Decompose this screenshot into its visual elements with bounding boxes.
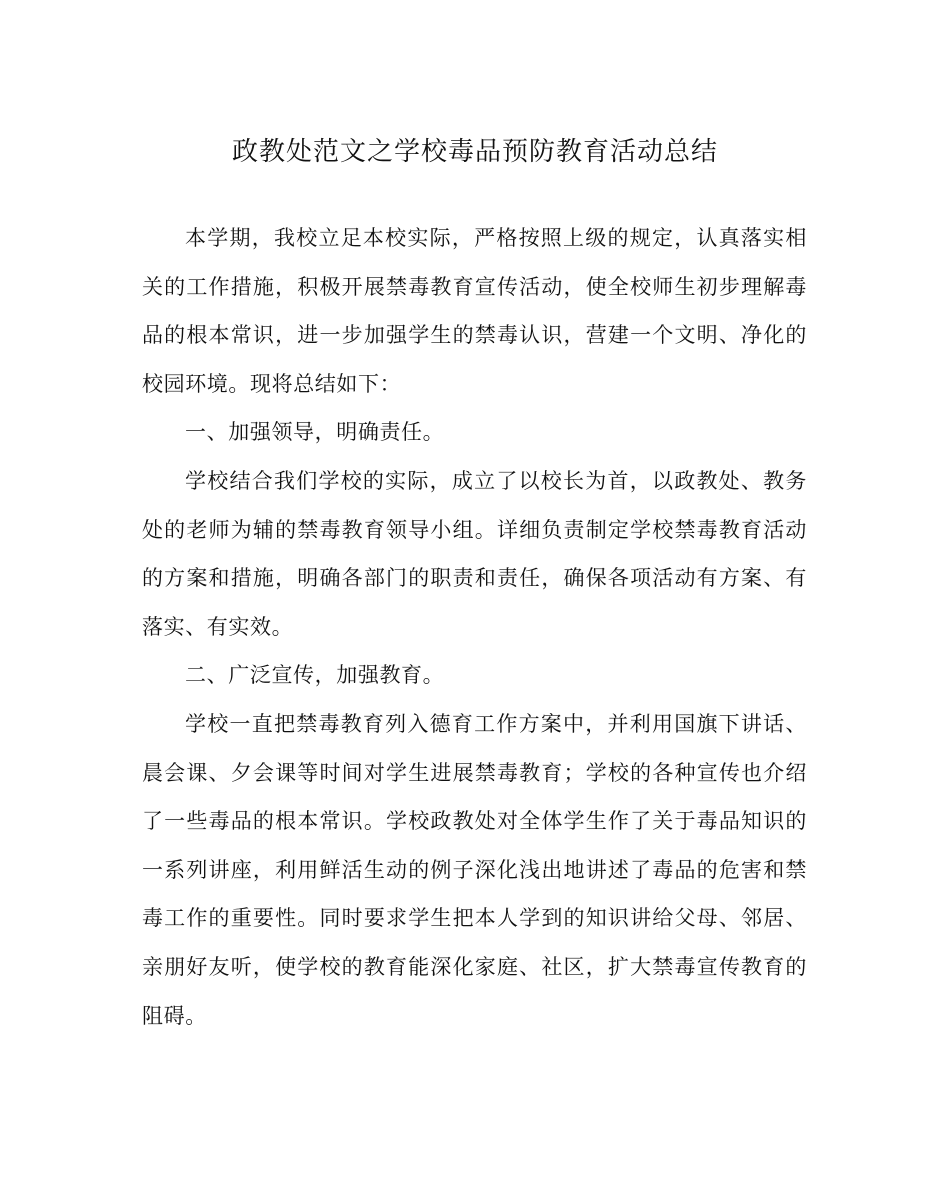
paragraph-publicity: 学校一直把禁毒教育列入德育工作方案中，并利用国旗下讲话、晨会课、夕会课等时间对学生进展禁毒教育；学校的各种宣传也介绍了一些毒品的根本常识。学校政教处对全体学生作了关于毒品知识的一系列讲座，利用鲜活生动的例子深化浅出地讲述了毒品的危害和禁毒工作的重要性。同时要求学生把本人学到的知识讲给父母、邻居、亲朋好友听，使学校的教育能深化家庭、社区，扩大禁毒宣传教育的阻碍。 [142,711,807,1028]
section-heading-1: 一、加强领导，明确责任。 [185,420,445,445]
document-title: 政教处范文之学校毒品预防教育活动总结 [231,137,718,167]
paragraph-intro: 本学期，我校立足本校实际，严格按照上级的规定，认真落实相关的工作措施，积极开展禁毒教育宣传活动，使全校师生初步理解毒品的根本常识，进一步加强学生的禁毒认识，营建一个文明、净化的校园环境。现将总结如下： [142,226,807,396]
section-heading-2: 二、广泛宣传，加强教育。 [185,663,445,688]
paragraph-leadership: 学校结合我们学校的实际，成立了以校长为首，以政教处、教务处的老师为辅的禁毒教育领导小组。详细负责制定学校禁毒教育活动的方案和措施，明确各部门的职责和责任，确保各项活动有方案、有落实、有实效。 [142,468,807,639]
document-body [142,214,807,1040]
